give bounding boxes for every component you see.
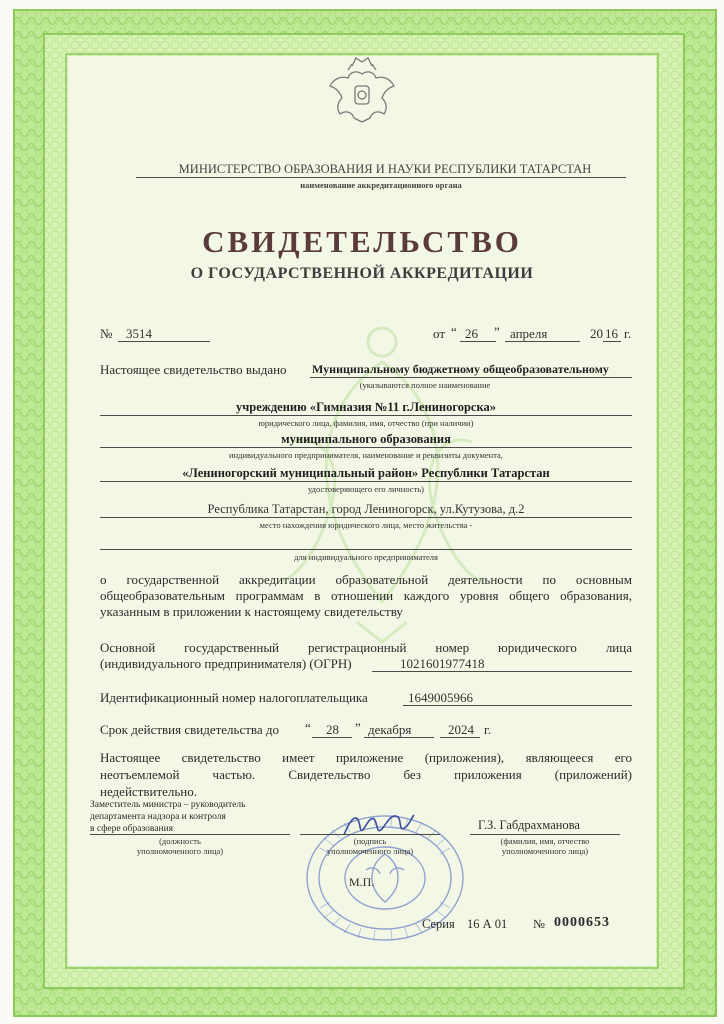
holder-caption-2: юридического лица, фамилия, имя, отчество (при наличии) [258,418,474,428]
date-year-suffix: 16 [605,326,618,341]
series-label: Серия [422,917,455,931]
validity-month: декабря [368,722,412,737]
date-from-label: от [433,326,446,341]
appendix-line-1: Настоящее свидетельство имеет приложение (приложения), являющееся его [100,750,632,765]
caption-position-1: (должность [159,836,201,846]
ogrn-value: 1021601977418 [400,656,485,671]
appendix-line-2: неотъемлемой частью. Свидетельство без приложения (приложений) [100,767,632,782]
series-number-label: № [533,917,545,931]
document-title: СВИДЕТЕЛЬСТВО [202,224,522,259]
date-day: 26 [465,326,478,341]
holder-caption-1: (указываются полное наименование [359,380,491,390]
issued-to-label: Настоящее свидетельство выдано [100,362,287,377]
inn-label: Идентификационный номер налогоплательщика [100,690,368,705]
inn-value: 1649005966 [408,690,473,705]
number-label: № [100,326,113,341]
holder-line-4: «Лениногорский муниципальный район» Республики Татарстан [182,466,550,480]
caption-name-1: (фамилия, имя, отчество [500,836,590,846]
validity-day: 28 [326,722,339,737]
accreditation-line-3: указанным в приложении к настоящему свидетельству [100,604,403,619]
holder-caption-5: место нахождения юридического лица, место жительства - [259,520,473,530]
date-year-end: г. [624,326,632,341]
holder-address: Республика Татарстан, город Лениногорск, ул.Кутузова, д.2 [207,502,525,516]
signatory-position-3: в сфере образования [90,824,174,834]
holder-line-2: учреждению «Гимназия №11 г.Лениногорска» [236,400,496,414]
holder-caption-4: удостоверяющего его личность) [307,484,425,494]
signatory-name: Г.З. Габдрахманова [478,818,580,832]
series-number: 0000653 [554,915,610,930]
issuer-caption: наименование аккредитационного органа [300,180,462,190]
holder-caption-3: индивидуального предпринимателя, наименование и реквизиты документа, [229,450,503,460]
caption-signature-2: уполномоченного лица) [326,846,414,856]
ogrn-label-2: (индивидуального предпринимателя) (ОГРН) [100,656,352,671]
date-open-quote: “ [451,324,457,339]
caption-signature-1: (подпись [353,836,387,846]
caption-name-2: уполномоченного лица) [501,846,589,856]
validity-label: Срок действия свидетельства до [100,722,280,737]
accreditation-line-2: общеобразовательным программам в отношении каждого уровня общего образования, [100,588,632,603]
accreditation-line-1: о государственной аккредитации образовательной деятельности по основным [100,572,632,587]
date-close-quote: ” [494,324,500,339]
holder-line-3: муниципального образования [281,432,451,446]
holder-line-1: Муниципальному бюджетному общеобразовательному [312,362,609,376]
date-month: апреля [510,326,548,341]
signatory-position-2: департамента надзора и контроля [90,812,226,822]
ogrn-label-1: Основной государственный регистрационный номер юридического лица [100,640,632,655]
date-year-prefix: 20 [590,326,603,341]
holder-caption-6: для индивидуального предпринимателя [294,552,438,562]
appendix-line-3: недействительно. [100,784,198,799]
caption-position-2: уполномоченного лица) [136,846,224,856]
validity-close-quote: ” [355,720,361,735]
stamp-place-label: М.П. [349,875,375,889]
signatory-position-1: Заместитель министра – руководитель [90,800,246,810]
coat-of-arms-icon [322,52,402,128]
issuer-name: МИНИСТЕРСТВО ОБРАЗОВАНИЯ И НАУКИ РЕСПУБЛИКИ ТАТАРСТАН [178,162,592,176]
document-subtitle: О ГОСУДАРСТВЕННОЙ АККРЕДИТАЦИИ [190,265,534,282]
validity-year: 2024 [448,722,474,737]
certificate-number: 3514 [126,326,152,341]
validity-open-quote: “ [305,720,311,735]
series-value: 16 А 01 [467,917,508,931]
validity-year-end: г. [484,722,492,737]
